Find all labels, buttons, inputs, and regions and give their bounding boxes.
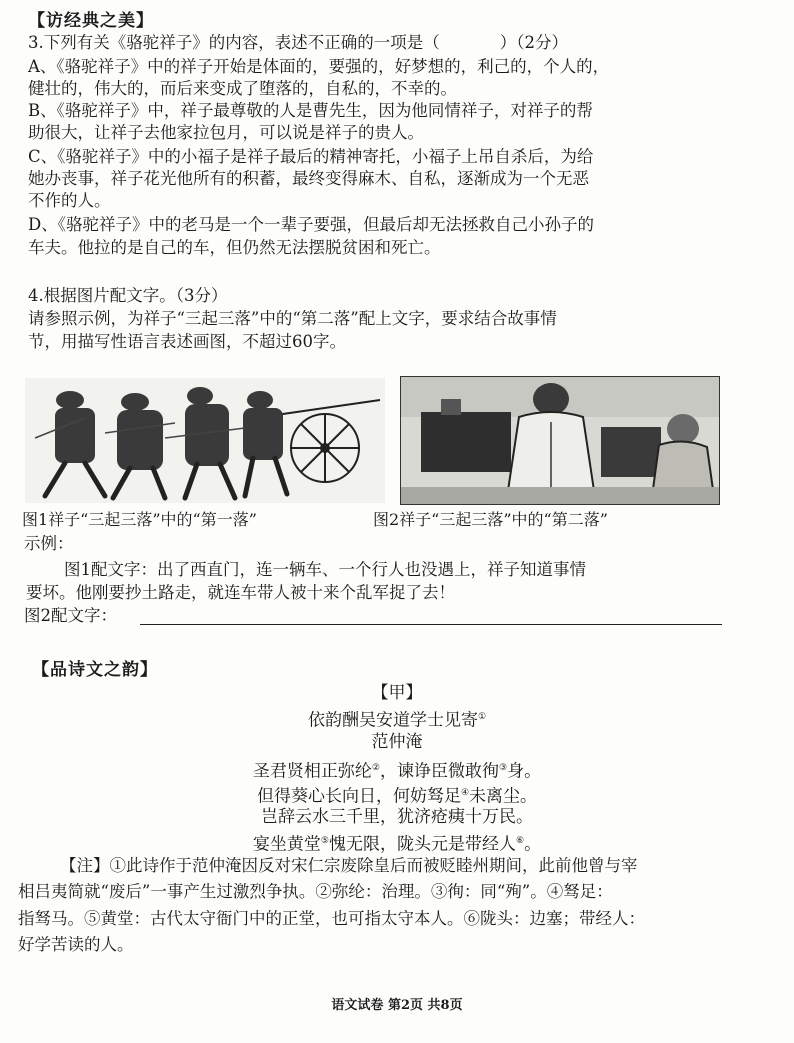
poem-line-4-part-b: 愧无限，陇头元是带经人 xyxy=(329,834,516,855)
poem-line-2 xyxy=(0,782,794,808)
poem-marker: 【甲】 xyxy=(371,683,423,703)
question-3-stem xyxy=(28,32,568,54)
question-4-instruction-2: 节，用描写性语言表述画图，不超过60字。 xyxy=(28,332,346,351)
option-c-line-2: 她办丧事，祥子花光他所有的积蓄，最终变得麻木、自私，逐渐成为一个无恶 xyxy=(28,169,589,188)
question-3-score: ）（2分） xyxy=(499,33,568,52)
page-footer: 语文试卷 第2页 共8页 xyxy=(331,998,463,1013)
section-heading-classics: 【访经典之美】 xyxy=(28,11,154,31)
figure-1-illustration xyxy=(25,378,385,503)
poem-line-1-note-a: ② xyxy=(371,763,380,773)
figure-2-answer-line[interactable] xyxy=(140,624,722,625)
notes-line-2: 相吕夷简就“废后”一事产生过激烈争执。②弥纶：治理。③徇：同“殉”。④驽足： xyxy=(18,882,613,901)
notes-line-4: 好学苦读的人。 xyxy=(18,935,134,954)
option-b-line-1: B、《骆驼祥子》中，祥子最尊敬的人是曹先生，因为他同情祥子，对祥子的帮 xyxy=(28,101,593,120)
poem-line-4-note-a: ⑤ xyxy=(320,836,329,846)
option-a-line-2: 健壮的，伟大的，而后来变成了堕落的，自私的，不幸的。 xyxy=(28,79,457,98)
example-label: 示例： xyxy=(24,534,74,553)
poem-line-3 xyxy=(0,806,794,828)
poem-title-text: 依韵酬吴安道学士见寄 xyxy=(307,710,478,731)
option-a-line-1: A、《骆驼祥子》中的祥子开始是体面的，要强的，好梦想的，利己的，个人的， xyxy=(28,57,610,76)
notes-line-3: 指驽马。⑤黄堂：古代太守衙门中的正堂，也可指太守本人。⑥陇头：边塞；带经人： xyxy=(18,909,645,928)
seated-men-drawing xyxy=(401,377,719,504)
option-b-line-2: 助很大，让祥子去他家拉包月，可以说是祥子的贵人。 xyxy=(28,123,424,142)
poem-line-1-note-b: ③ xyxy=(499,763,508,773)
poem-line-2-part-b: 未离尘。 xyxy=(469,786,538,807)
poem-line-4-part-c: 。 xyxy=(524,834,542,855)
poem-line-1-part-c: 身。 xyxy=(507,761,542,782)
poem-line-1 xyxy=(0,757,794,783)
option-c-line-1: C、《骆驼祥子》中的小福子是祥子最后的精神寄托，小福子上吊自杀后，为给 xyxy=(28,147,594,166)
example-text-line-2: 要坏。他刚要抄土路走，就连车带人被十来个乱军捉了去！ xyxy=(26,583,455,602)
poem-title-note-mark: ① xyxy=(477,712,487,722)
figure-2-caption: 图2祥子“三起三落”中的“第二落” xyxy=(373,510,608,529)
option-c-line-3: 不作的人。 xyxy=(28,191,111,210)
example-text-line-1: 图1配文字：出了西直门，连一辆车、一个行人也没遇上，祥子知道事情 xyxy=(64,560,586,579)
poem-line-4-note-b: ⑥ xyxy=(516,836,525,846)
poem-line-4 xyxy=(0,830,794,856)
figure-2-answer-label: 图2配文字： xyxy=(24,606,117,625)
question-4-instruction-1: 请参照示例，为祥子“三起三落”中的“第二落”配上文字，要求结合故事情 xyxy=(28,309,557,328)
poem-line-2-note-a: ④ xyxy=(460,788,470,798)
poem-line-3-part-a: 岂辞云水三千里，犹济疮痍十万民。 xyxy=(261,807,533,827)
poem-line-4-part-a: 宴坐黄堂 xyxy=(252,834,321,855)
poem-line-2-part-a: 但得葵心长向日，何妨驽足 xyxy=(256,786,461,807)
option-d-line-2: 车夫。他拉的是自己的车，但仍然无法摆脱贫困和死亡。 xyxy=(28,238,441,257)
question-3-stem-text: 3.下列有关《骆驼祥子》的内容，表述不正确的一项是（ xyxy=(28,33,440,52)
figure-2-illustration xyxy=(400,376,720,505)
poem-title xyxy=(0,706,794,732)
poem-line-1-part-b: ，谏诤臣微敢徇 xyxy=(380,761,499,782)
option-d-line-1: D、《骆驼祥子》中的老马是一个一辈子要强，但最后却无法拯救自己小孙子的 xyxy=(28,215,594,234)
soldiers-rickshaw-drawing xyxy=(25,378,385,503)
question-4-title: 4.根据图片配文字。（3分） xyxy=(28,286,228,305)
notes-line-1: 【注】①此诗作于范仲淹因反对宋仁宗废除皇后而被贬睦州期间，此前他曾与宰 xyxy=(60,856,638,875)
figure-1-caption: 图1祥子“三起三落”中的“第一落” xyxy=(22,510,257,529)
section-heading-poetry: 【品诗文之韵】 xyxy=(32,660,158,680)
poem-author: 范仲淹 xyxy=(371,732,423,752)
poem-line-1-part-a: 圣君贤相正弥纶 xyxy=(252,761,372,782)
